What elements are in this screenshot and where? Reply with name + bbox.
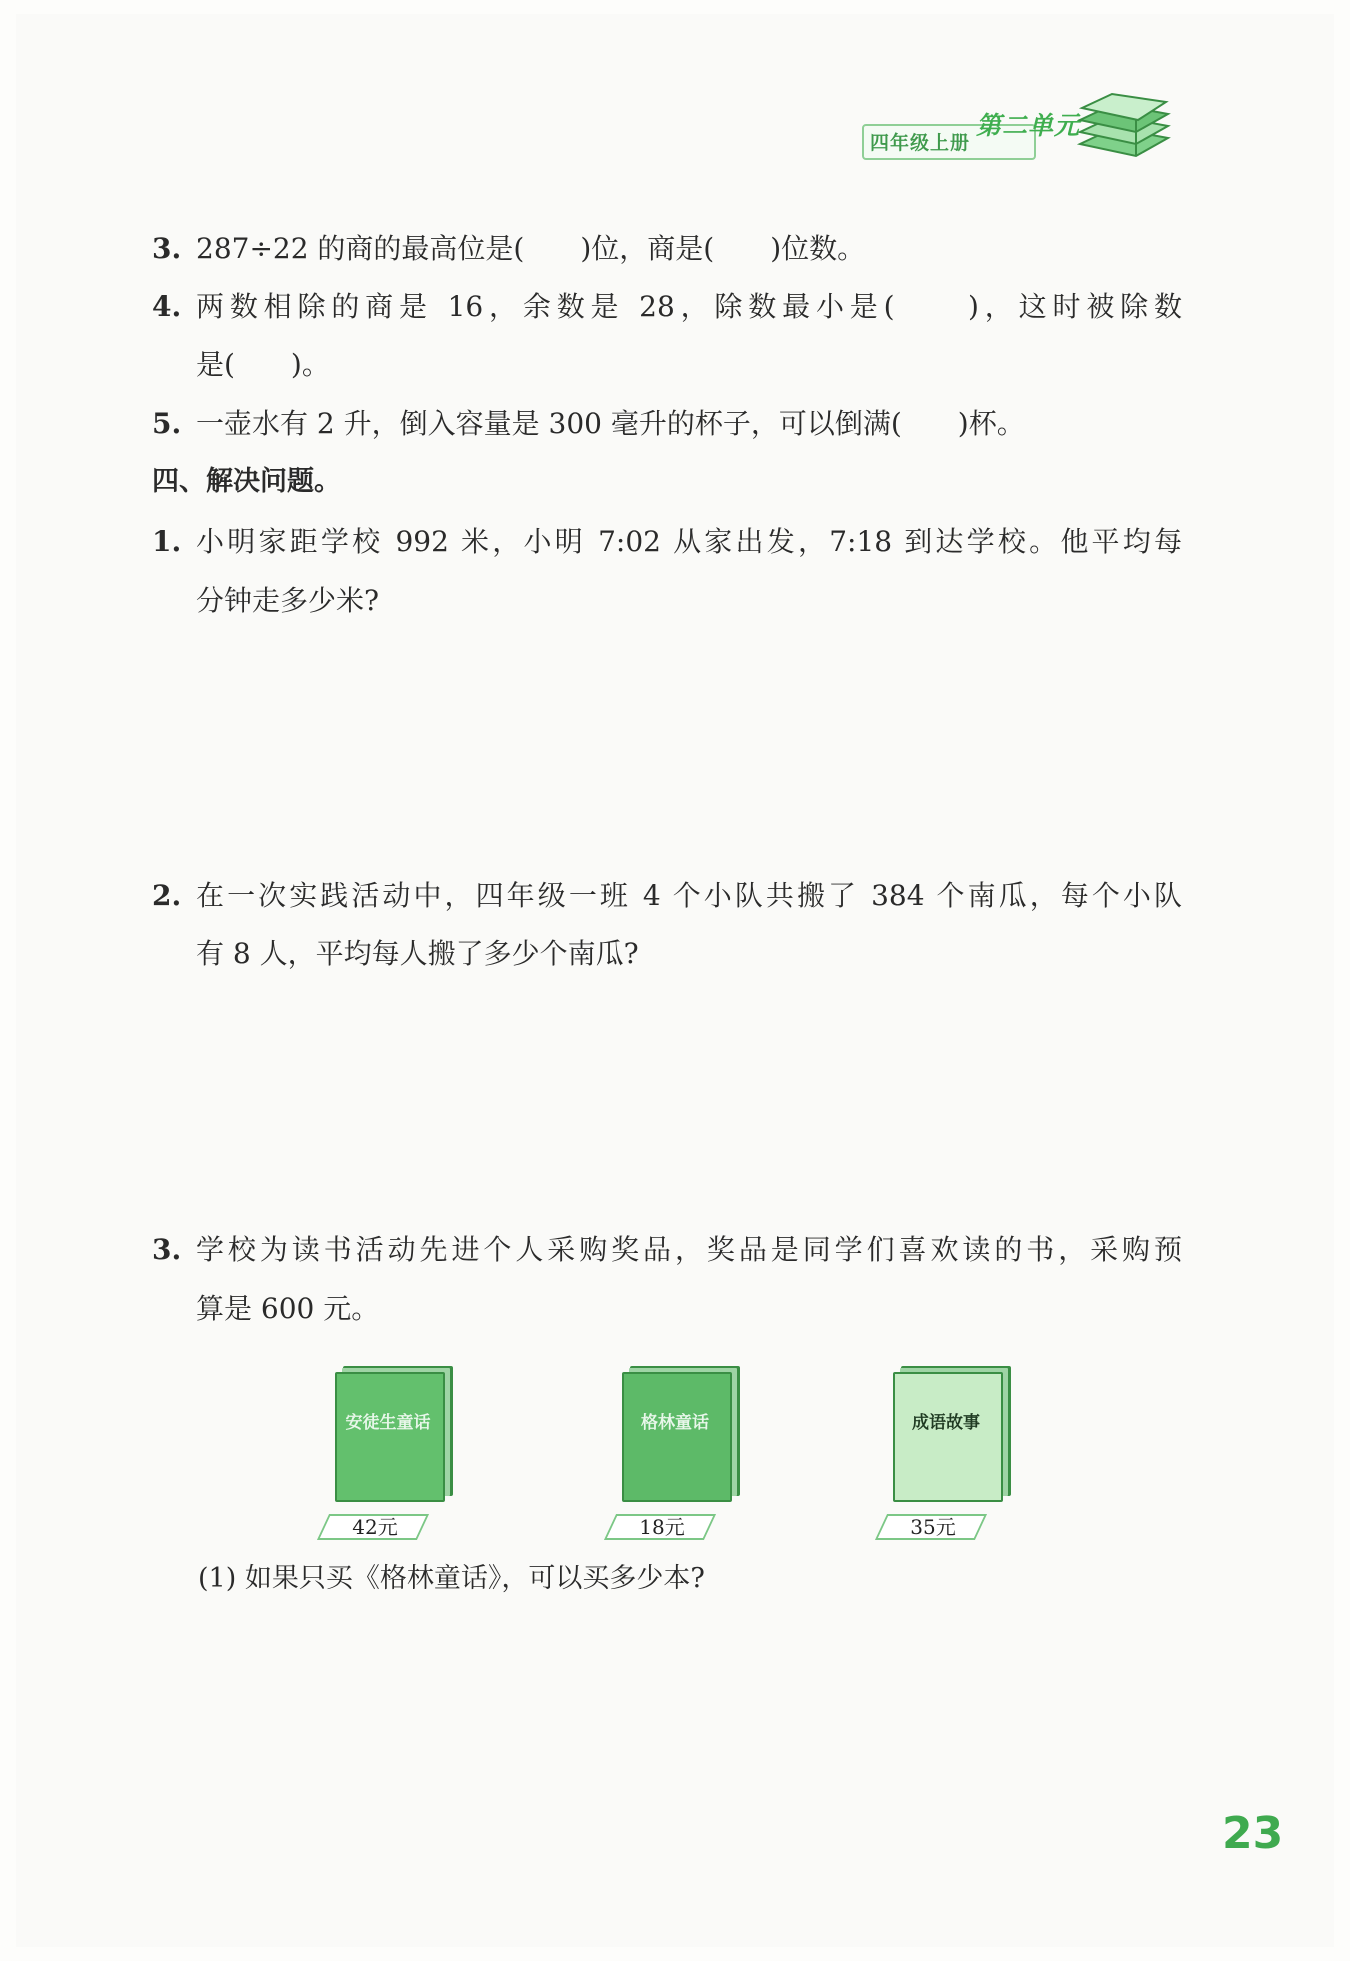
problem-3-continuation: 算是 600 元。 [196,1292,380,1325]
grade-label: 四年级上册 [870,132,971,154]
problem-2-continuation: 有 8 人，平均每人搬了多少个南瓜? [196,937,639,970]
fill-in-question-3: 3. 287÷22 的商的最高位是( )位，商是( )位数。 [152,232,866,265]
book-cover [893,1372,1003,1502]
book-price: 35元 [910,1515,956,1539]
book-title: 格林童话 [641,1413,709,1433]
problem-1-continuation: 分钟走多少米? [196,584,380,617]
unit-label: 第二单元 [976,111,1081,140]
problem-2: 2. 在一次实践活动中，四年级一班 4 个小队共搬了 384 个南瓜，每个小队 [152,879,1182,912]
book-cover [335,1372,445,1502]
unit-header [848,86,1188,172]
fill-in-question-4-continuation: 是( )。 [196,348,330,381]
book-price: 18元 [639,1515,685,1539]
sub-question-1: (1) 如果只买《格林童话》，可以买多少本? [198,1563,705,1594]
book-title: 成语故事 [912,1413,980,1433]
fill-in-question-4: 4. 两数相除的商是 16，余数是 28，除数最小是( )，这时被除数 [152,290,1182,323]
book-title: 安徒生童话 [345,1413,431,1433]
books-stack-icon [1074,86,1174,166]
problem-1: 1. 小明家距学校 992 米，小明 7:02 从家出发，7:18 到达学校。他平均每 [152,525,1182,558]
section-title: 四、解决问题。 [152,466,341,497]
book-price: 42元 [352,1515,398,1539]
fill-in-question-5: 5. 一壶水有 2 升，倒入容量是 300 毫升的杯子，可以倒满( )杯。 [152,407,1025,440]
page-number: 23 [1222,1808,1284,1859]
book-cover [622,1372,732,1502]
problem-3: 3. 学校为读书活动先进个人采购奖品，奖品是同学们喜欢读的书，采购预 [152,1233,1182,1266]
